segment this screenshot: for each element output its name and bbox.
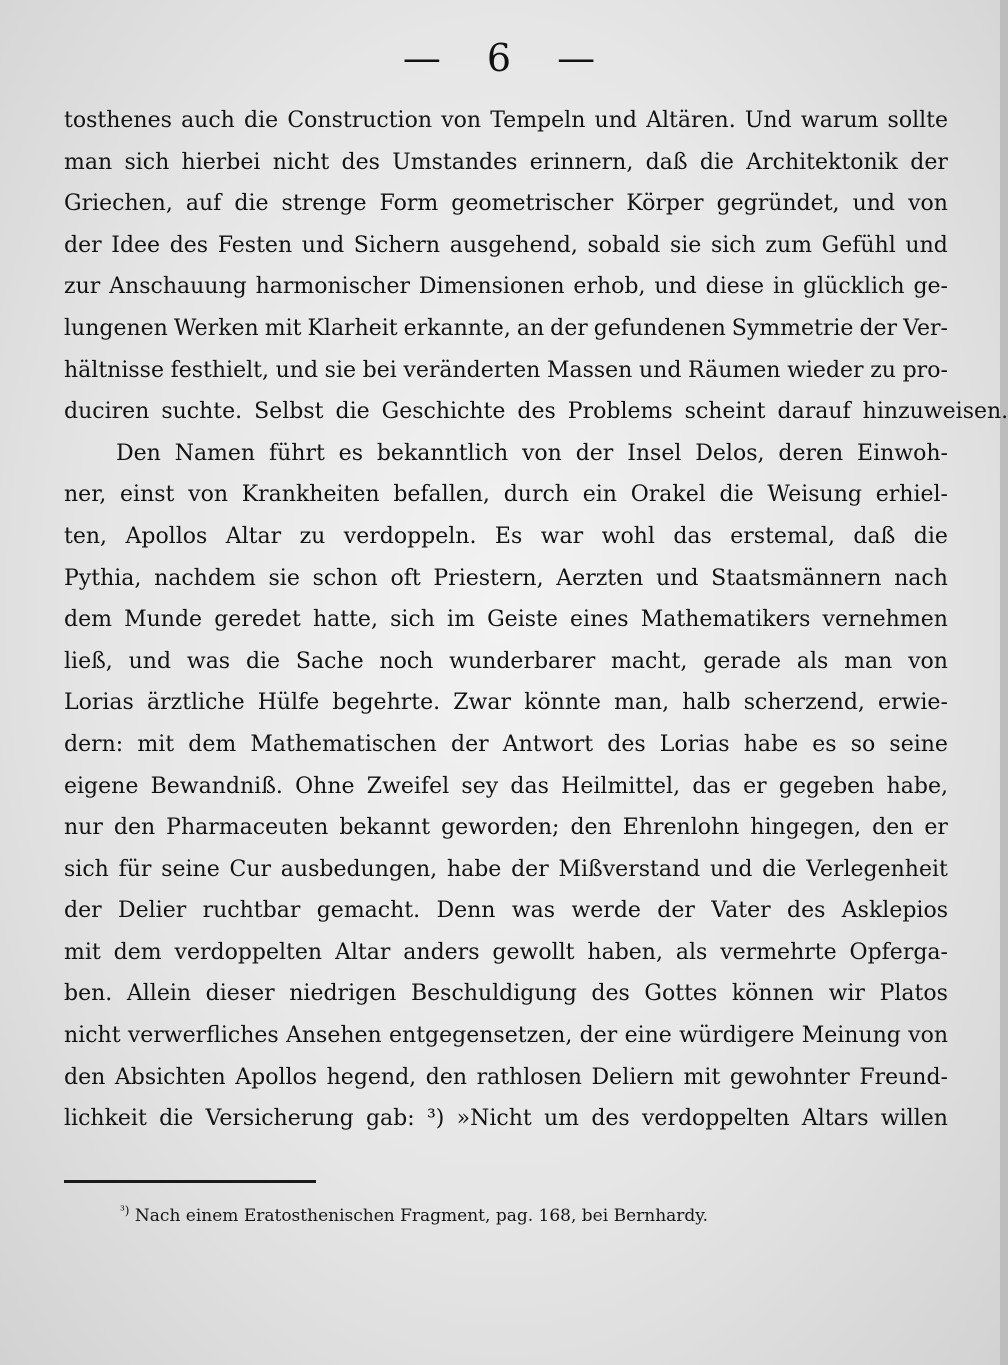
text-line: hältnisse festhielt, und sie bei veränderten Massen und Räumen wieder zu pro- [64, 357, 948, 383]
text-line: ten, Apollos Altar zu verdoppeln. Es war wohl das erstemal, daß die [64, 523, 948, 549]
page-number-dash-left: — [402, 36, 443, 80]
page-number [0, 36, 1000, 80]
footnote [120, 1203, 709, 1226]
body-text [64, 100, 1008, 1140]
footnote-rule [64, 1180, 316, 1183]
text-line: lichkeit die Versicherung gab: ³) »Nicht um des verdoppelten Altars willen [64, 1106, 948, 1132]
text-line: dern: mit dem Mathematischen der Antwort des Lorias habe es so seine [64, 731, 948, 757]
text-line: zur Anschauung harmonischer Dimensionen erhob, und diese in glücklich ge- [64, 274, 948, 300]
text-line: Griechen, auf die strenge Form geometrischer Körper gegründet, und von [64, 191, 948, 217]
text-line: den Absichten Apollos hegend, den rathlosen Deliern mit gewohnter Freund- [64, 1064, 948, 1090]
text-line: dem Munde geredet hatte, sich im Geiste eines Mathematikers vernehmen [64, 607, 948, 633]
text-line: der Idee des Festen und Sichern ausgehend, sobald sie sich zum Gefühl und [64, 232, 948, 258]
text-line: Den Namen führt es bekanntlich von der Insel Delos, deren Einwoh- [116, 440, 948, 466]
text-line: man sich hierbei nicht des Umstandes erinnern, daß die Architektonik der [64, 149, 948, 175]
text-line: ben. Allein dieser niedrigen Beschuldigung des Gottes können wir Platos [64, 981, 948, 1007]
text-line: Lorias ärztliche Hülfe begehrte. Zwar könnte man, halb scherzend, erwie- [64, 690, 948, 716]
text-line: nicht verwerfliches Ansehen entgegensetzen, der eine würdigere Meinung von [64, 1023, 948, 1049]
text-line: Pythia, nachdem sie schon oft Priestern, Aerzten und Staatsmännern nach [64, 565, 948, 591]
text-line: nur den Pharmaceuten bekannt geworden; den Ehrenlohn hingegen, den er [64, 815, 948, 841]
footnote-text: Nach einem Eratosthenischen Fragment, pag. 168, bei Bernhardy. [134, 1206, 709, 1226]
page-number-dash-right: — [557, 36, 598, 80]
text-line: ner, einst von Krankheiten befallen, durch ein Orakel die Weisung erhiel- [64, 482, 948, 508]
text-line: lungenen Werken mit Klarheit erkannte, an der gefundenen Symmetrie der Ver- [64, 315, 948, 341]
text-line: ließ, und was die Sache noch wunderbarer macht, gerade als man von [64, 648, 948, 674]
text-line: tosthenes auch die Construction von Tempeln und Altären. Und warum sollte [64, 108, 948, 133]
text-line: duciren suchte. Selbst die Geschichte des Problems scheint darauf hinzuweisen. [64, 399, 1008, 425]
text-line: der Delier ruchtbar gemacht. Denn was werde der Vater des Asklepios [64, 898, 948, 924]
text-line: sich für seine Cur ausbedungen, habe der Mißverstand und die Verlegenheit [64, 856, 948, 882]
text-line: mit dem verdoppelten Altar anders gewollt haben, als vermehrte Opferga- [64, 939, 948, 965]
text-line: eigene Bewandniß. Ohne Zweifel sey das Heilmittel, das er gegeben habe, [64, 773, 948, 799]
footnote-marker: ³) [120, 1203, 130, 1218]
page-number-value: 6 [486, 36, 514, 80]
